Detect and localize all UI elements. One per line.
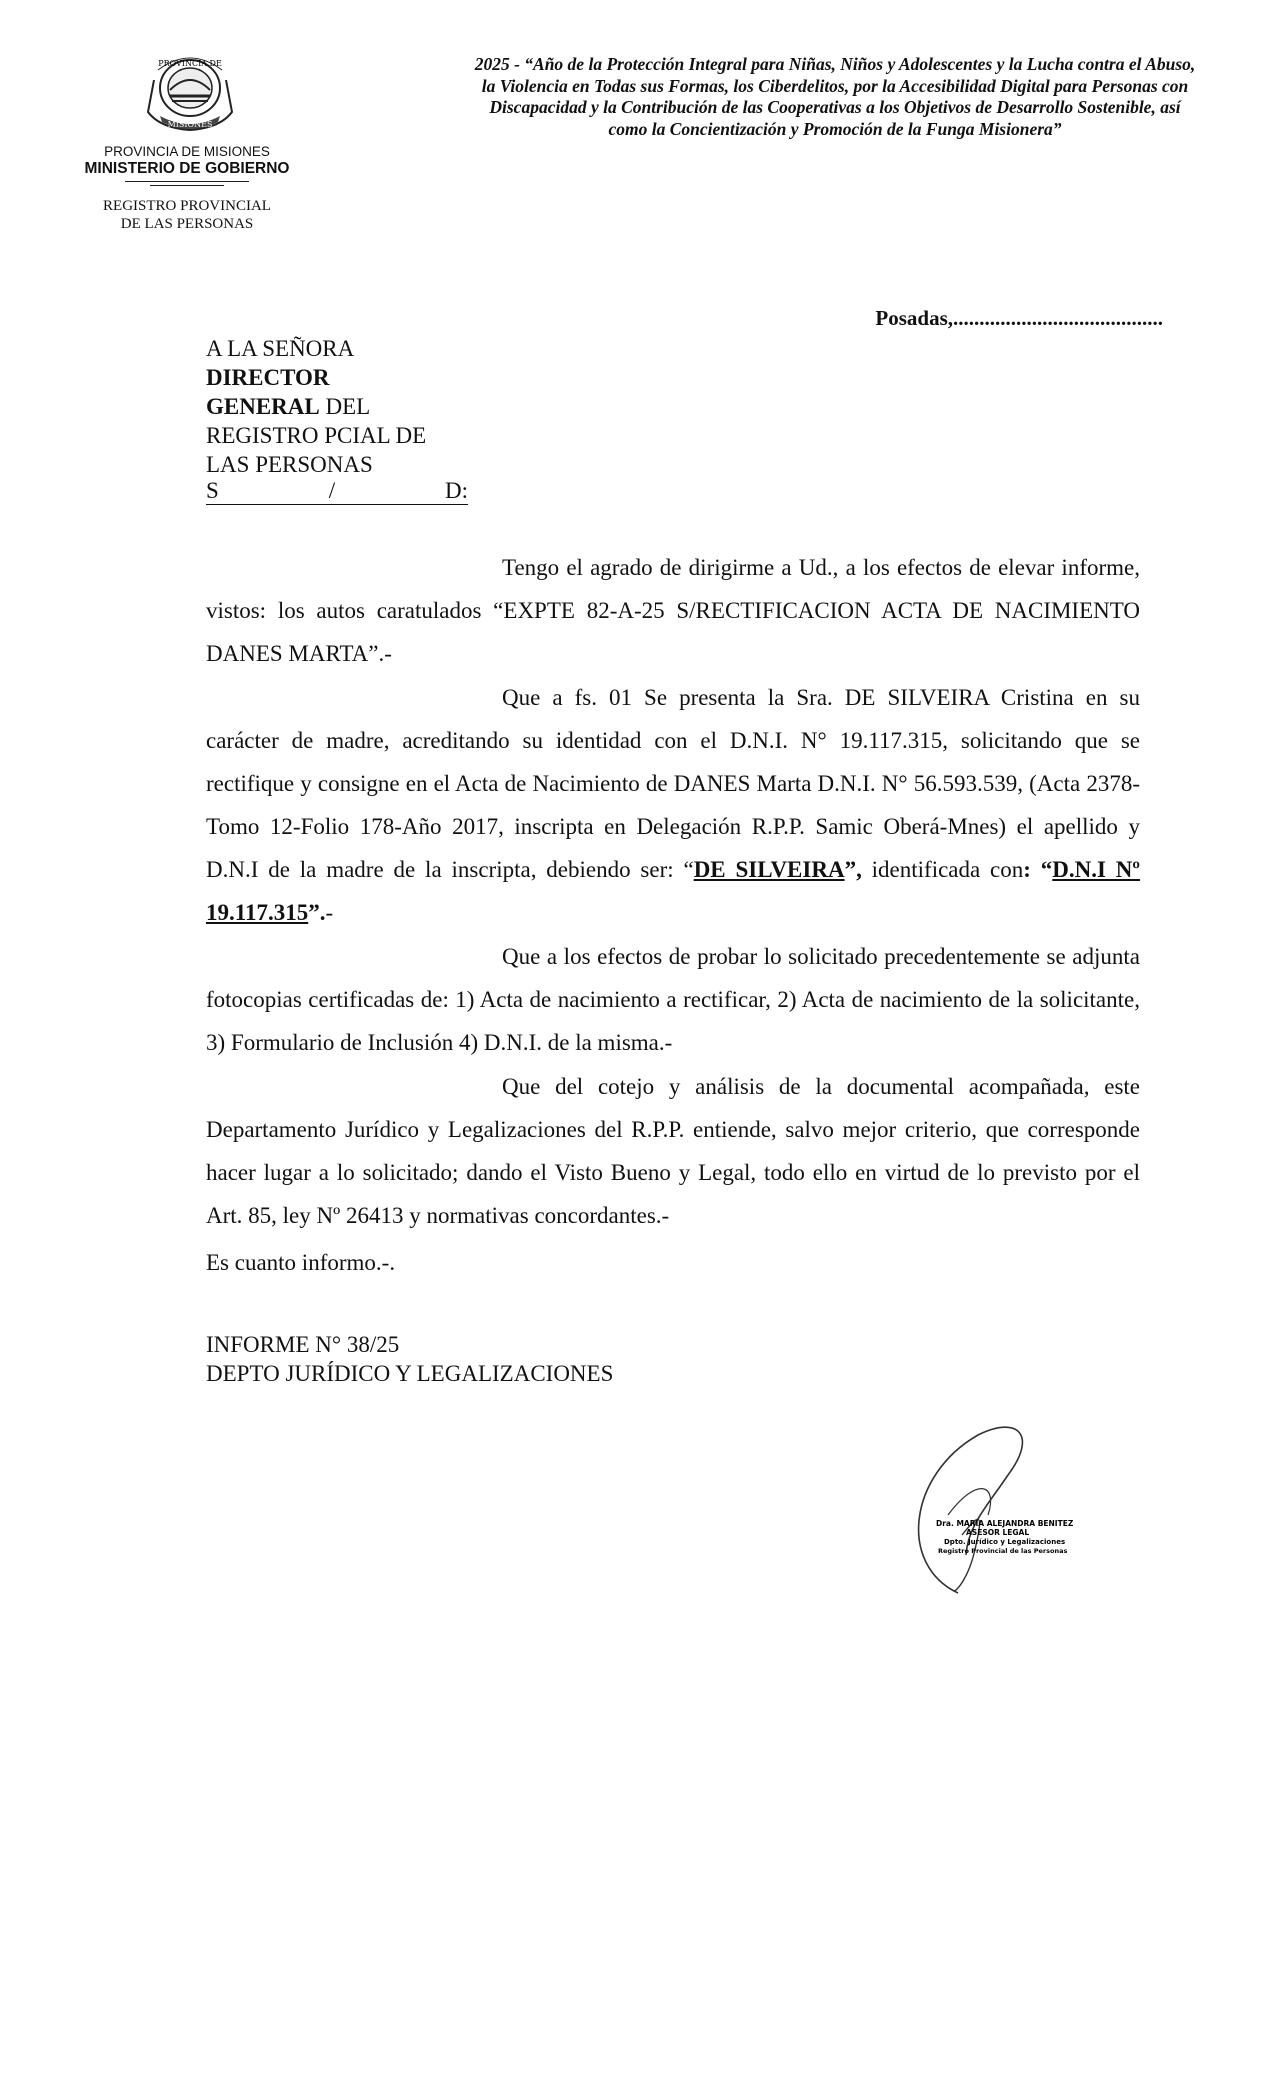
handwritten-signature — [888, 1415, 1094, 1597]
header-divider — [125, 181, 249, 182]
paragraph-4: Que del cotejo y análisis de la documental acompañada, este Departamento Jurídico y Legalizaciones del R.P.P. entiende, salvo mejor criterio, que corresponde hacer lugar a lo solicitado; dando el Visto Bueno y Legal, todo ello en virtud de lo previsto por el Art. 85, ley Nº 26413 y normativas concordantes.- — [206, 1074, 1140, 1228]
closing-line: Es cuanto informo.-. — [206, 1250, 396, 1275]
registry-label-line1: REGISTRO PROVINCIAL — [103, 198, 271, 214]
paragraph-3: Que a los efectos de probar lo solicitado precedentemente se adjunta fotocopias certificadas de: 1) Acta de nacimiento a rectificar, 2) Acta de nacimiento de la solicitante, 3) Formulario de Inclusión 4) D.N.I. de la misma.- — [206, 944, 1140, 1055]
paragraph-2: Que a fs. 01 Se presenta la Sra. DE SILVEIRA Cristina en su carácter de madre, acreditando su identidad con el D.N.I. N° 19.117.315, solicitando que se rectifique y consigne en el Acta de Nacimiento de DANES Marta D.N.I. N° 56.593.539, (Acta 2378-Tomo 12-Folio 178-Año 2017, inscripta en Delegación R.P.P. Samic Oberá-Mnes) el apellido y D.N.I de la madre de la inscripta, debiendo ser: “DE SILVEIRA”, identificada con: “D.N.I Nº 19.117.315”.- — [206, 685, 1140, 925]
addressee-line5: LAS PERSONAS — [206, 452, 373, 477]
mother-surname: DE SILVEIRA — [693, 857, 845, 882]
addressee-line4: REGISTRO PCIAL DE — [206, 423, 427, 448]
svg-text:MISIONES: MISIONES — [167, 120, 213, 129]
addressee-line2: DIRECTOR — [206, 365, 330, 390]
addressee-line1: A LA SEÑORA — [206, 336, 355, 361]
paragraph-1: Tengo el agrado de dirigirme a Ud., a los efectos de elevar informe, vistos: los autos caratulados “EXPTE 82-A-25 S/RECTIFICACION ACTA DE NACIMIENTO DANES MARTA”.- — [206, 555, 1140, 666]
province-label: PROVINCIA DE MISIONES — [104, 144, 270, 159]
svg-text:Dra. MARIA ALEJANDRA BENITEZ: Dra. MARIA ALEJANDRA BENITEZ — [936, 1519, 1074, 1528]
ministry-label: MINISTERIO DE GOBIERNO — [84, 160, 290, 177]
department-name: DEPTO JURÍDICO Y LEGALIZACIONES — [206, 1361, 614, 1386]
mother-dni: D.N.I Nº 19.117.315 — [206, 857, 1140, 925]
place-date-line: Posadas,........................................ — [875, 306, 1163, 330]
provincial-seal-logo — [140, 50, 240, 132]
svg-text:Registro Provincial de las Per: Registro Provincial de las Personas — [938, 1547, 1068, 1555]
addressee-line3: GENERAL DEL — [206, 394, 371, 419]
svg-text:PROVINCIA DE: PROVINCIA DE — [158, 59, 222, 68]
header-divider-short — [150, 185, 224, 186]
svg-text:Dpto. Jurídico y Legalizacione: Dpto. Jurídico y Legalizaciones — [944, 1538, 1066, 1546]
registry-label-line2: DE LAS PERSONAS — [120, 216, 254, 232]
svg-text:ASESOR LEGAL: ASESOR LEGAL — [966, 1528, 1030, 1537]
report-number: INFORME N° 38/25 — [206, 1332, 400, 1357]
year-motto: 2025 - “Año de la Protección Integral para Niñas, Niños y Adolescentes y la Lucha contra el Abuso, la Violencia en Todas sus Formas, los Ciberdelitos, por la Accesibilidad Digital para Personas con Discapacidad y la Contribución de las Cooperativas a los Objetivos de Desarrollo Sostenible, así como la Concientización y Promoción de la Funga Misionera” — [474, 54, 1196, 139]
sd-salutation: S / D: — [206, 478, 468, 503]
